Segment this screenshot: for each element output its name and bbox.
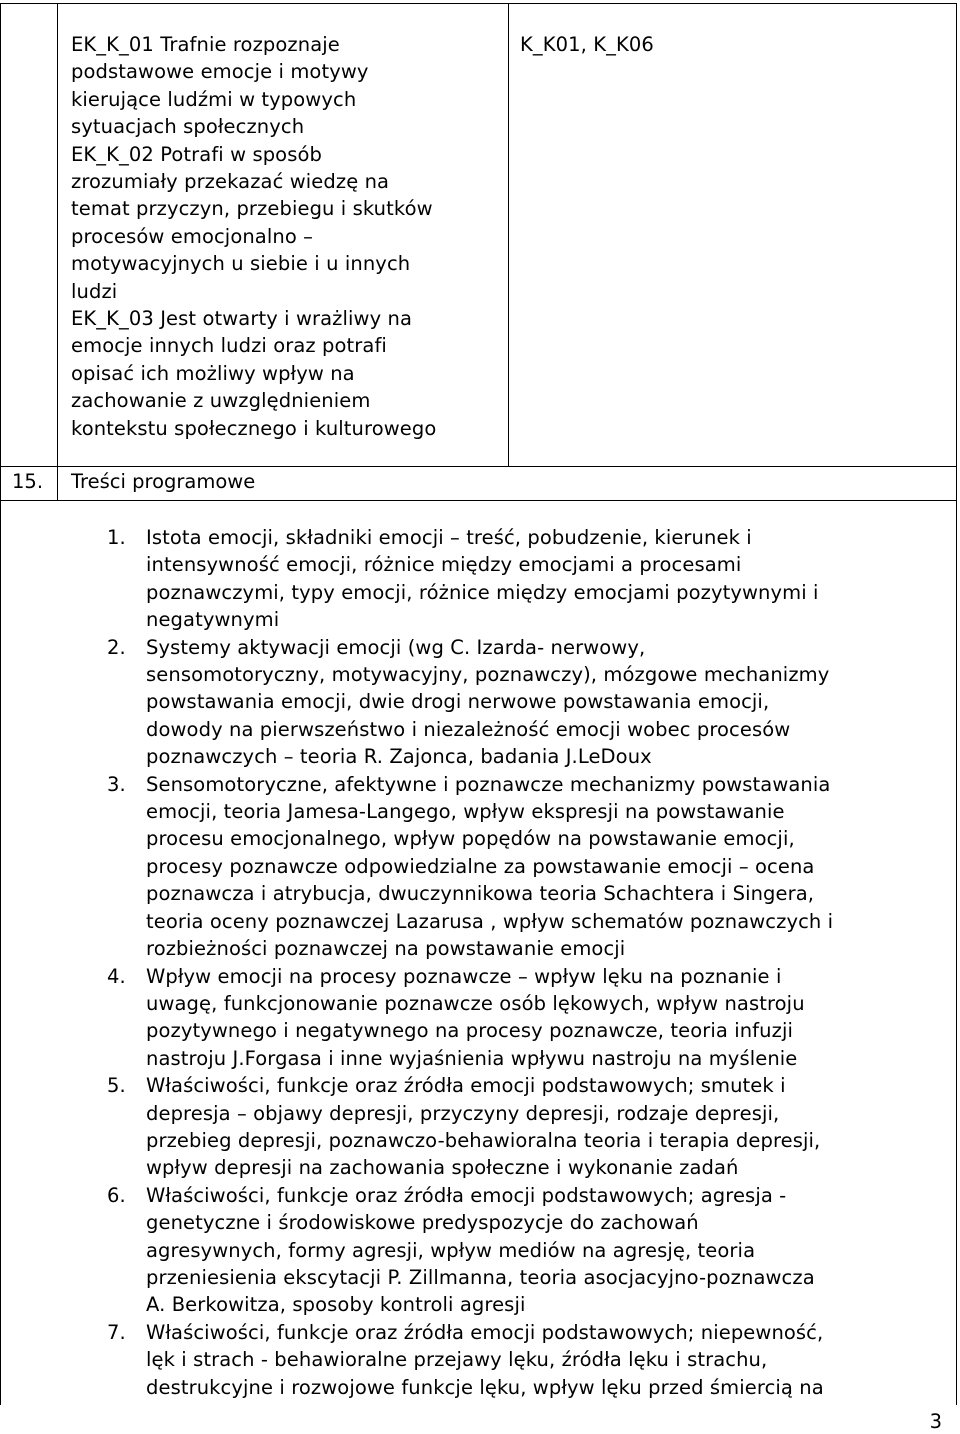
section-number: 15. — [12, 470, 44, 493]
topic-text-line: poznawcza i atrybucja, dwuczynnikowa teoria Schachtera i Singera, — [146, 882, 815, 906]
topic-text-line: agresywnych, formy agresji, wpływ mediów na agresję, teoria — [146, 1238, 756, 1262]
topic-item — [107, 524, 957, 634]
section-title: Treści programowe — [71, 470, 256, 493]
topic-text-line: przebieg depresji, poznawczo-behawioralna teoria i terapia depresji, — [146, 1128, 821, 1152]
topic-text-line: sensomotoryczny, motywacyjny, poznawczy), mózgowe mechanizmy — [146, 663, 830, 687]
topic-item — [107, 963, 957, 1073]
topic-number: 2. — [107, 635, 126, 659]
topic-text-line: Istota emocji, składniki emocji – treść, pobudzenie, kierunek i — [146, 526, 752, 549]
outcome-line: motywacyjnych u siebie i u innych — [71, 252, 411, 276]
column-divider — [57, 3, 58, 500]
outcome-line: ludzi — [71, 279, 118, 303]
outcome-line: EK_K_03 Jest otwarty i wrażliwy na — [71, 307, 413, 331]
topic-text-line: dowody na pierwszeństwo i niezależność emocji wobec procesów — [146, 717, 791, 741]
outcome-line: EK_K_01 Trafnie rozpoznaje — [71, 33, 340, 56]
row-divider — [0, 466, 957, 467]
topic-item — [107, 634, 957, 771]
column-divider — [508, 3, 509, 466]
topic-text-line: powstawania emocji, dwie drogi nerwowe powstawania emocji, — [146, 690, 770, 714]
program-topics-list — [107, 524, 957, 1401]
outcome-line: podstawowe emocje i motywy — [71, 60, 369, 84]
topic-number: 3. — [107, 772, 126, 796]
topic-text-line: depresja – objawy depresji, przyczyny depresji, rodzaje depresji, — [146, 1101, 780, 1125]
topic-text-line: emocji, teoria Jamesa-Langego, wpływ ekspresji na powstawanie — [146, 800, 785, 824]
topic-number: 6. — [107, 1183, 126, 1207]
topic-text-line: lęk i strach - behawioralne przejawy lęku, źródła lęku i strachu, — [146, 1348, 768, 1372]
topic-text-line: poznawczych – teoria R. Zajonca, badania J.LeDoux — [146, 745, 652, 769]
table-left-border — [0, 3, 1, 1405]
topic-text-line: poznawczymi, typy emocji, różnice między emocjami pozytywnymi i — [146, 580, 819, 604]
topic-text-line: negatywnymi — [146, 608, 280, 632]
topic-text-line: A. Berkowitza, sposoby kontroli agresji — [146, 1293, 526, 1317]
topic-text-line: nastroju J.Forgasa i inne wyjaśnienia wpływu nastroju na myślenie — [146, 1046, 798, 1070]
learning-outcomes — [71, 31, 436, 442]
outcome-line: sytuacjach społecznych — [71, 115, 305, 139]
topic-text-line: procesy poznawcze odpowiedzialne za powstawanie emocji – ocena — [146, 854, 815, 878]
related-codes: K_K01, K_K06 — [520, 33, 654, 56]
topic-text-line: pozytywnego i negatywnego na procesy poznawcze, teoria infuzji — [146, 1019, 793, 1043]
topic-number: 4. — [107, 964, 126, 988]
topic-item — [107, 771, 957, 963]
topic-text-line: uwagę, funkcjonowanie poznawcze osób lękowych, wpływ nastroju — [146, 991, 805, 1015]
topic-number: 7. — [107, 1320, 126, 1344]
topic-text-line: Właściwości, funkcje oraz źródła emocji podstawowych; smutek i — [146, 1074, 786, 1098]
outcome-line: EK_K_02 Potrafi w sposób — [71, 142, 322, 166]
topic-item — [107, 1072, 957, 1182]
outcome-line: kierujące ludźmi w typowych — [71, 87, 357, 111]
topic-text-line: Wpływ emocji na procesy poznawcze – wpływ lęku na poznanie i — [146, 964, 782, 988]
topic-text-line: Właściwości, funkcje oraz źródła emocji podstawowych; agresja - — [146, 1183, 787, 1207]
outcome-line: zrozumiały przekazać wiedzę na — [71, 170, 390, 194]
topic-number: 1. — [107, 526, 126, 549]
outcome-line: temat przyczyn, przebiegu i skutków — [71, 197, 433, 221]
topic-text-line: przeniesienia ekscytacji P. Zillmanna, teoria asocjacyjno-poznawcza — [146, 1265, 815, 1289]
topic-text-line: teoria oceny poznawczej Lazarusa , wpływ schematów poznawczych i — [146, 909, 834, 933]
topic-text-line: Systemy aktywacji emocji (wg C. Izarda- nerwowy, — [146, 635, 646, 659]
table-top-border — [0, 3, 957, 4]
topic-text-line: Sensomotoryczne, afektywne i poznawcze mechanizmy powstawania — [146, 772, 831, 796]
outcome-line: emocje innych ludzi oraz potrafi — [71, 334, 387, 358]
page-number: 3 — [929, 1410, 942, 1433]
topic-text-line: Właściwości, funkcje oraz źródła emocji podstawowych; niepewność, — [146, 1320, 824, 1344]
row-divider — [0, 500, 957, 501]
topic-text-line: wpływ depresji na zachowania społeczne i wykonanie zadań — [146, 1156, 739, 1180]
topic-item — [107, 1182, 957, 1319]
topic-number: 5. — [107, 1074, 126, 1098]
topic-text-line: destrukcyjne i rozwojowe funkcje lęku, wpływ lęku przed śmiercią na — [146, 1375, 824, 1399]
outcome-line: kontekstu społecznego i kulturowego — [71, 416, 437, 440]
topic-text-line: genetyczne i środowiskowe predyspozycje do zachowań — [146, 1211, 699, 1235]
topic-text-line: procesu emocjonalnego, wpływ popędów na powstawanie emocji, — [146, 827, 795, 851]
topic-text-line: rozbieżności poznawczej na powstawanie emocji — [146, 937, 626, 961]
outcome-line: procesów emocjonalno – — [71, 224, 314, 248]
topic-item — [107, 1319, 957, 1401]
topic-text-line: intensywność emocji, różnice między emocjami a procesami — [146, 553, 742, 577]
outcome-line: opisać ich możliwy wpływ na — [71, 361, 355, 385]
outcome-line: zachowanie z uwzględnieniem — [71, 389, 371, 413]
